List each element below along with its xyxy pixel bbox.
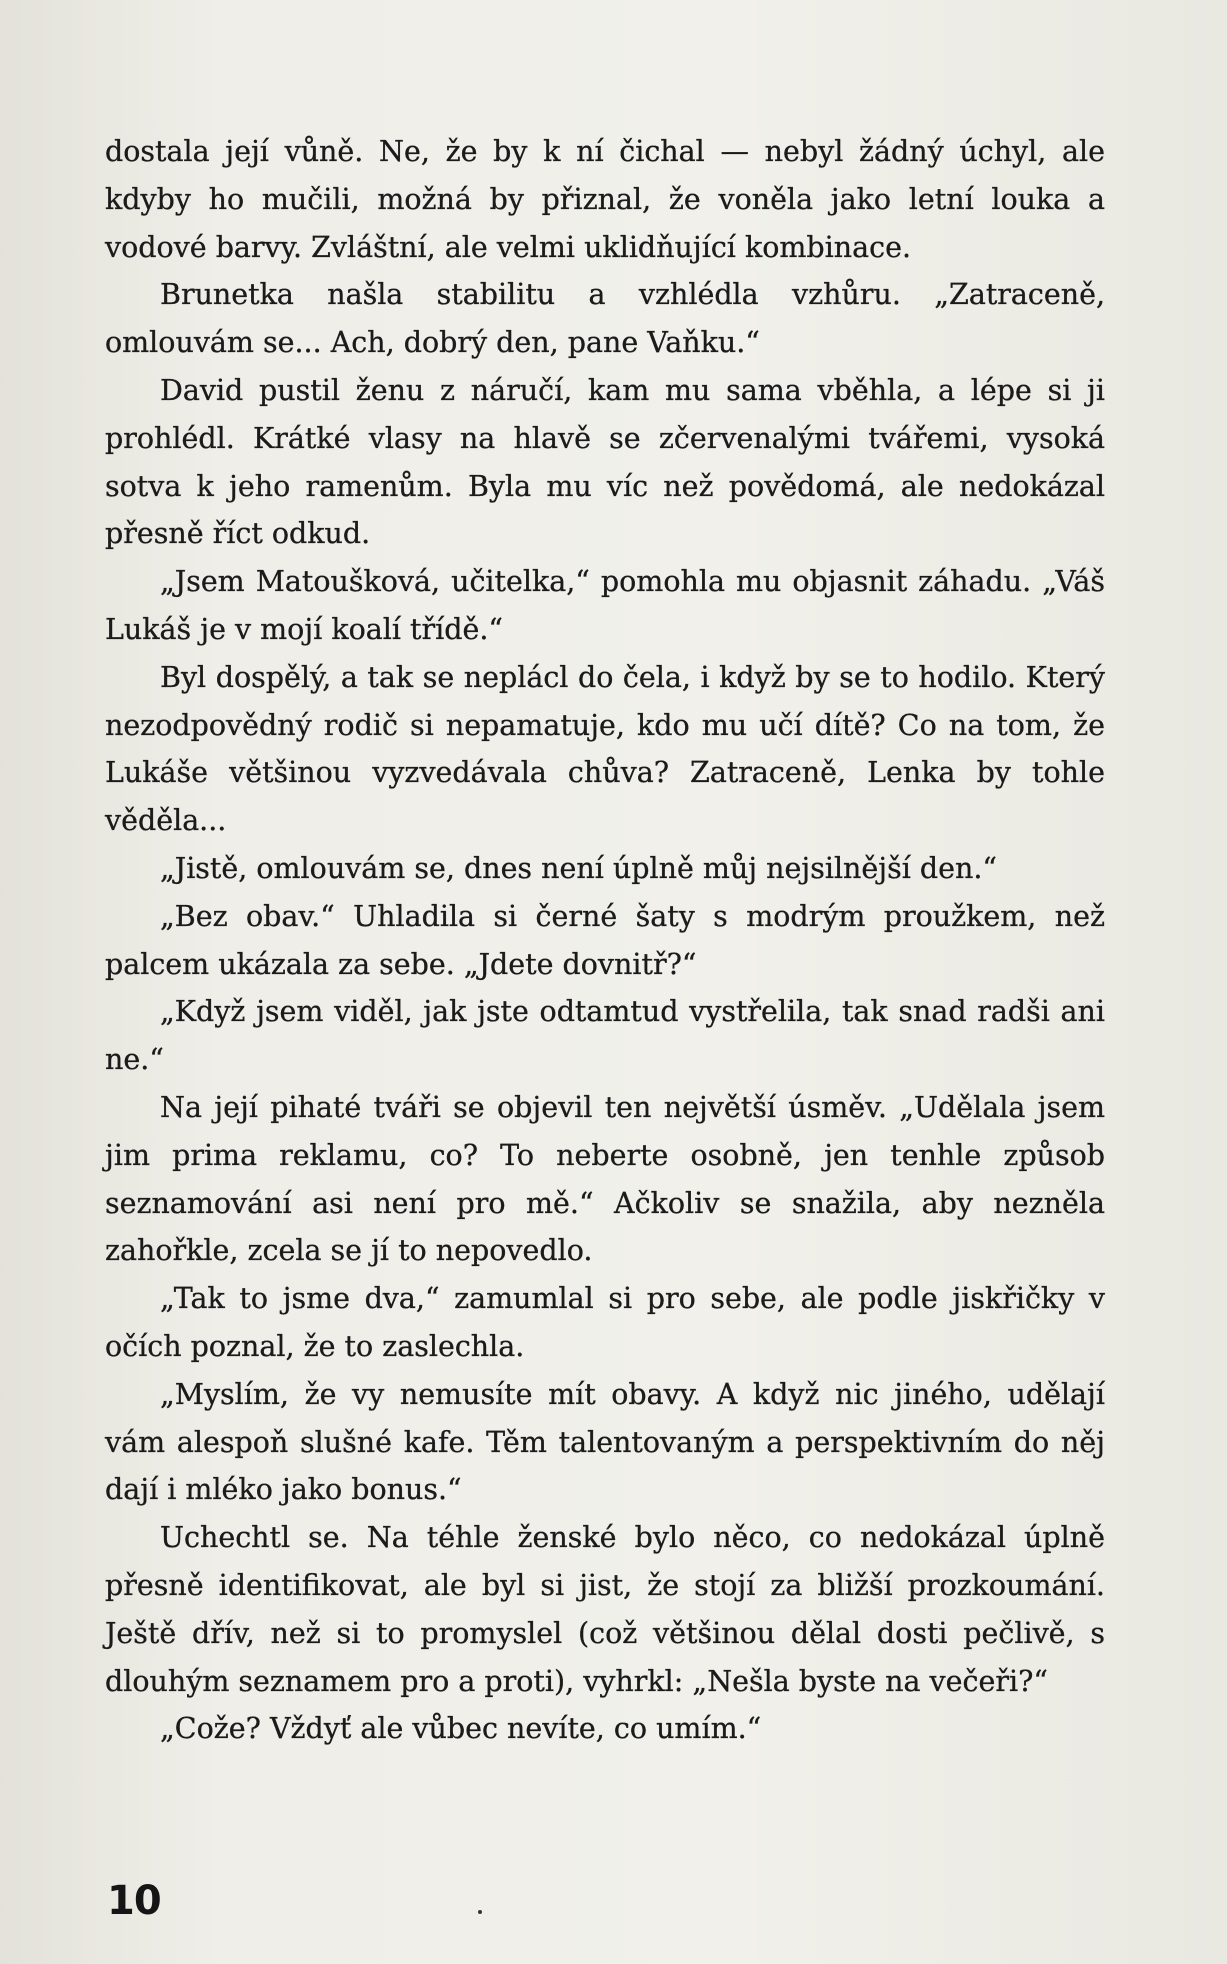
paragraph-5: Byl dospělý, a tak se neplácl do čela, i když by se to hodilo. Který nezodpovědný rodič si nepamatuje, kdo mu učí dítě? Co na tom, že Lukáše většinou vyzvedávala chůva? Zatraceně, Lenka by tohle věděla... <box>105 660 1105 838</box>
paragraph-7: „Bez obav.“ Uhladila si černé šaty s modrým proužkem, než palcem ukázala za sebe. „Jdete dovnitř?“ <box>105 899 1105 981</box>
page-number: 10 <box>107 1878 161 1924</box>
paragraph-11: „Myslím, že vy nemusíte mít obavy. A když nic jiného, udělají vám alespoň slušné kafe. Těm talentovaným a perspektivním do něj dají i mléko jako bonus.“ <box>105 1377 1105 1507</box>
paragraph-4: „Jsem Matoušková, učitelka,“ pomohla mu objasnit záhadu. „Váš Lukáš je v mojí koalí třídě.“ <box>105 565 1105 646</box>
paragraph-9: Na její pihaté tváři se objevil ten největší úsměv. „Udělala jsem jim prima reklamu, co? To neberte osobně, jen tenhle způsob seznamování asi není pro mě.“ Ačkoliv se snažila, aby nezněla zahořkle, zcela se jí to nepovedlo. <box>105 1090 1105 1268</box>
body-text <box>105 128 1105 1753</box>
paragraph-6: „Jistě, omlouvám se, dnes není úplně můj nejsilnější den.“ <box>160 851 998 885</box>
paragraph-10: „Tak to jsme dva,“ zamumlal si pro sebe, ale podle jiskřičky v očích poznal, že to zaslechla. <box>105 1282 1105 1363</box>
paragraph-2: Brunetka našla stabilitu a vzhlédla vzhůru. „Zatraceně, omlouvám se... Ach, dobrý den, pane Vaňku.“ <box>105 278 1105 360</box>
paper-speck <box>478 1910 482 1914</box>
paragraph-12: Uchechtl se. Na téhle ženské bylo něco, co nedokázal úplně přesně identifikovat, ale byl si jist, že stojí za bližší prozkoumání. Ještě dřív, než si to promyslel (což většinou dělal dosti pečlivě, s dlouhým seznamem pro a proti), vyhrkl: „Nešla byste na večeři?“ <box>105 1521 1105 1698</box>
paragraph-13: „Cože? Vždyť ale vůbec nevíte, co umím.“ <box>160 1712 762 1746</box>
paragraph-8: „Když jsem viděl, jak jste odtamtud vystřelila, tak snad radši ani ne.“ <box>105 995 1105 1077</box>
paragraph-1: dostala její vůně. Ne, že by k ní čichal — nebyl žádný úchyl, ale kdyby ho mučili, možná by přiznal, že voněla jako letní louka a vodové barvy. Zvláštní, ale velmi uklidňující kombinace. <box>105 135 1105 264</box>
paragraph-3: David pustil ženu z náručí, kam mu sama vběhla, a lépe si ji prohlédl. Krátké vlasy na hlavě se zčervenalými tvářemi, vysoká sotva k jeho ramenům. Byla mu víc než povědomá, ale nedokázal přesně říct odkud. <box>105 373 1105 551</box>
